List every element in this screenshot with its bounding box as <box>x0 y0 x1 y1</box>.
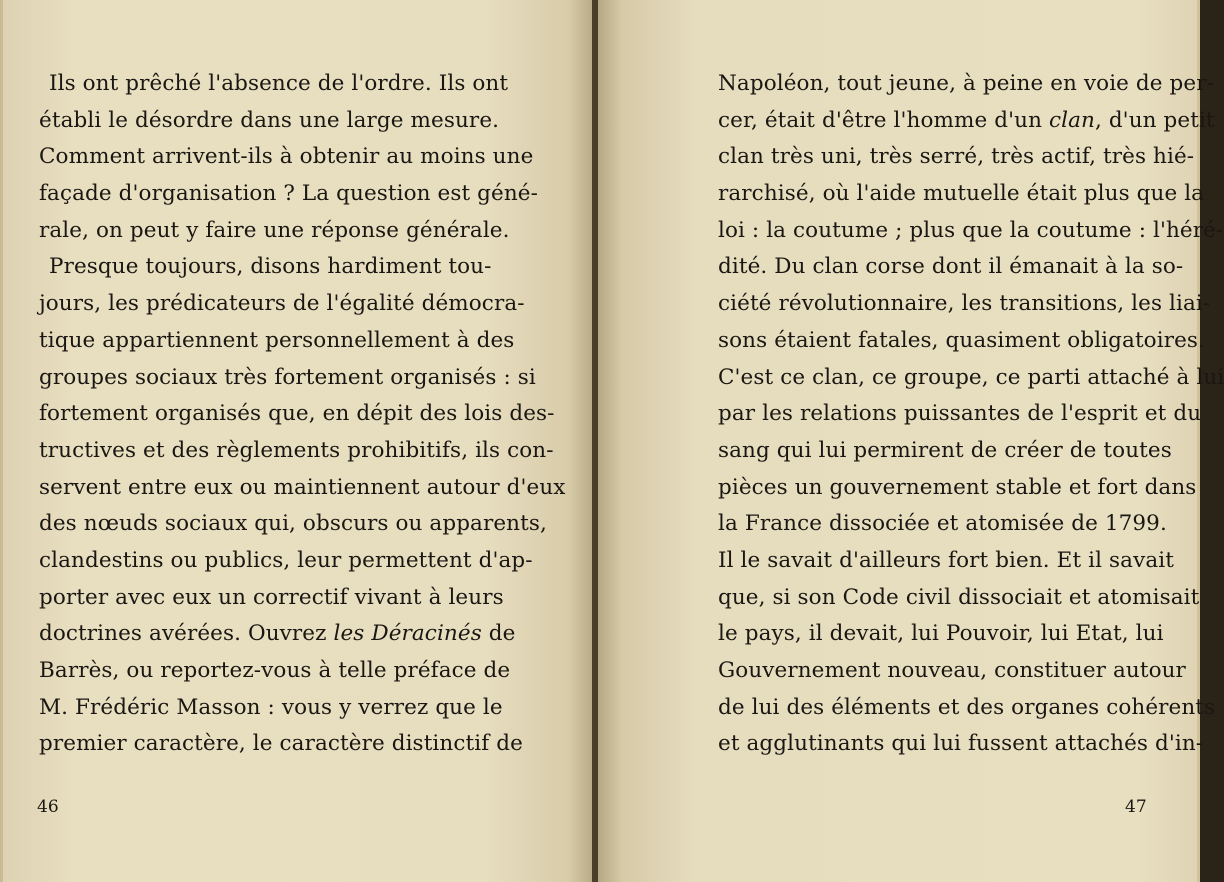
text-line: de lui des éléments et des organes cohérents <box>718 694 1216 720</box>
text-line: clan très uni, très serré, très actif, très hié- <box>718 144 1195 170</box>
text-segment: , d'un petit <box>1094 107 1215 133</box>
text-line: Comment arrivent-ils à obtenir au moins une <box>39 144 534 170</box>
text-line: la France dissociée et atomisée de 1799. <box>718 511 1167 537</box>
left-page <box>0 0 592 882</box>
text-line: Ils ont prêché l'absence de l'ordre. Ils ont <box>49 71 509 96</box>
text-segment: de <box>481 621 516 647</box>
text-line: groupes sociaux très fortement organisés : si <box>39 364 536 390</box>
right-page-text <box>718 66 1224 763</box>
text-line: et agglutinants qui lui fussent attachés d'in- <box>718 731 1204 757</box>
text-line: dité. Du clan corse dont il émanait à la so- <box>718 254 1184 280</box>
text-line: ciété révolutionnaire, les transitions, les liai- <box>718 291 1211 317</box>
text-line: servent entre eux ou maintiennent autour d'eux <box>39 474 566 500</box>
text-line: que, si son Code civil dissociait et atomisait <box>718 584 1200 610</box>
text-line: jours, les prédicateurs de l'égalité démocra- <box>39 291 525 317</box>
text-line: Presque toujours, disons hardiment tou- <box>49 254 492 280</box>
text-line: façade d'organisation ? La question est géné- <box>39 181 538 207</box>
page-number-left: 46 <box>37 797 59 817</box>
text-line: Gouvernement nouveau, constituer autour <box>718 658 1186 683</box>
text-line: porter avec eux un correctif vivant à leurs <box>39 584 504 610</box>
text-line-with-italic <box>718 103 1215 140</box>
text-line-with-italic <box>39 616 516 653</box>
text-line: rale, on peut y faire une réponse générale. <box>39 217 510 243</box>
text-line: premier caractère, le caractère distinctif de <box>39 731 523 757</box>
text-line: clandestins ou publics, leur permettent d'ap- <box>39 547 533 573</box>
text-line: Napoléon, tout jeune, à peine en voie de per- <box>718 71 1214 96</box>
text-line: rarchisé, où l'aide mutuelle était plus que la <box>718 181 1205 207</box>
text-line: tique appartiennent personnellement à des <box>39 327 515 353</box>
page-number-right: 47 <box>1125 797 1147 817</box>
text-line: pièces un gouvernement stable et fort dans <box>718 474 1197 500</box>
text-segment: cer, était d'être l'homme d'un <box>718 107 1049 133</box>
left-page-text <box>39 66 566 763</box>
italic-word: clan <box>1048 107 1095 133</box>
text-line: sang qui lui permirent de créer de toutes <box>718 437 1172 463</box>
text-line: Il le savait d'ailleurs fort bien. Et il savait <box>718 547 1174 573</box>
text-line: sons étaient fatales, quasiment obligatoires. <box>718 327 1205 353</box>
text-segment: doctrines avérées. Ouvrez <box>39 621 334 647</box>
italic-book-title: les Déracinés <box>333 621 482 647</box>
right-page <box>598 0 1224 882</box>
text-line: établi le désordre dans une large mesure. <box>39 107 500 133</box>
text-line: des nœuds sociaux qui, obscurs ou apparents, <box>39 511 547 537</box>
text-line: tructives et des règlements prohibitifs, ils con- <box>39 437 554 463</box>
text-line: M. Frédéric Masson : vous y verrez que le <box>39 694 503 720</box>
text-line: par les relations puissantes de l'esprit et du <box>718 401 1202 427</box>
text-line: Barrès, ou reportez-vous à telle préface de <box>39 658 511 683</box>
text-line: loi : la coutume ; plus que la coutume : l'héré- <box>718 217 1224 243</box>
text-line: C'est ce clan, ce groupe, ce parti attaché à lui <box>718 364 1224 390</box>
text-line: fortement organisés que, en dépit des lois des- <box>39 401 555 427</box>
text-line: le pays, il devait, lui Pouvoir, lui Etat, lui <box>718 621 1164 647</box>
